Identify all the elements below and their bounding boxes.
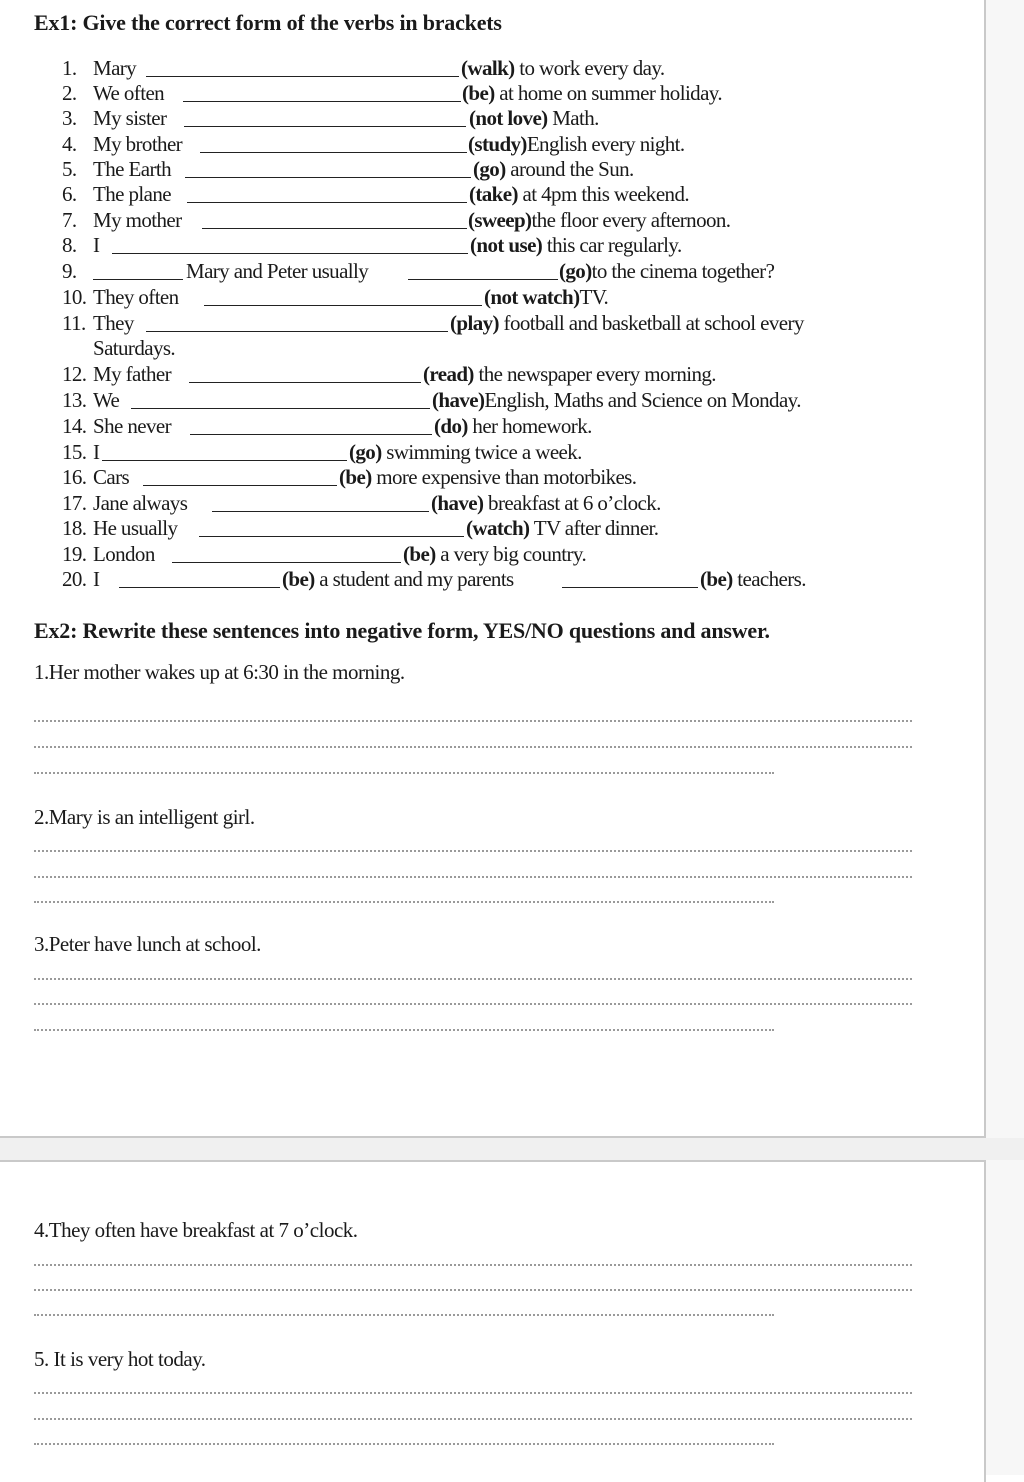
answer-dotted-line[interactable] bbox=[34, 1029, 774, 1031]
item-subject: Mary bbox=[93, 56, 137, 80]
ex2-question-5: 5. It is very hot today. bbox=[34, 1347, 206, 1371]
item-subject: London bbox=[93, 542, 155, 566]
verb-prompt: (be) bbox=[339, 465, 372, 489]
ex2-heading: Ex2: Rewrite these sentences into negative form, YES/NO questions and answer. bbox=[34, 618, 770, 643]
item-rest: a very big country. bbox=[435, 542, 587, 566]
verb-prompt: (not use) bbox=[470, 233, 543, 257]
answer-dotted-line[interactable] bbox=[34, 1443, 774, 1445]
item-number: 11. bbox=[62, 311, 86, 335]
verb-prompt: (go) bbox=[559, 259, 592, 283]
item-subject: We bbox=[93, 388, 120, 412]
answer-dotted-line[interactable] bbox=[34, 876, 912, 878]
answer-blank[interactable] bbox=[212, 493, 429, 512]
item-rest: Math. bbox=[547, 106, 599, 130]
item-rest: TV after dinner. bbox=[529, 516, 659, 540]
item-subject: They bbox=[93, 311, 134, 335]
ex2-question-4: 4.They often have breakfast at 7 o’clock. bbox=[34, 1218, 358, 1242]
item-subject: We often bbox=[93, 81, 165, 105]
item-number: 15. bbox=[62, 440, 87, 464]
item-rest: this car regularly. bbox=[542, 233, 682, 257]
verb-prompt: (have) bbox=[432, 388, 485, 412]
answer-blank[interactable] bbox=[187, 184, 467, 203]
item-rest: more expensive than motorbikes. bbox=[371, 465, 637, 489]
answer-dotted-line[interactable] bbox=[34, 978, 912, 980]
item-number: 16. bbox=[62, 465, 87, 489]
item-number: 19. bbox=[62, 542, 87, 566]
ex2-question-1: 1.Her mother wakes up at 6:30 in the morning. bbox=[34, 660, 405, 684]
item-continuation: Saturdays. bbox=[93, 336, 176, 360]
item-number: 5. bbox=[62, 157, 77, 181]
answer-blank[interactable] bbox=[204, 287, 482, 306]
ex1-heading: Ex1: Give the correct form of the verbs in brackets bbox=[34, 10, 502, 35]
verb-prompt: (go) bbox=[473, 157, 506, 181]
item-subject: I bbox=[93, 233, 100, 257]
answer-dotted-line[interactable] bbox=[34, 1418, 912, 1420]
answer-dotted-line[interactable] bbox=[34, 746, 912, 748]
item-rest: a student and my parents bbox=[314, 567, 514, 591]
verb-prompt: (be) bbox=[282, 567, 315, 591]
verb-prompt: (be) bbox=[700, 567, 733, 591]
item-rest: her homework. bbox=[467, 414, 592, 438]
item-rest: swimming twice a week. bbox=[381, 440, 582, 464]
ex2-question-2: 2.Mary is an intelligent girl. bbox=[34, 805, 255, 829]
answer-dotted-line[interactable] bbox=[34, 1392, 912, 1394]
item-rest: English, Maths and Science on Monday. bbox=[484, 388, 801, 412]
ex2-question-3: 3.Peter have lunch at school. bbox=[34, 932, 261, 956]
item-rest: at 4pm this weekend. bbox=[517, 182, 689, 206]
answer-dotted-line[interactable] bbox=[34, 1003, 912, 1005]
answer-blank[interactable] bbox=[112, 235, 468, 254]
item-number: 7. bbox=[62, 208, 77, 232]
answer-dotted-line[interactable] bbox=[34, 1289, 912, 1291]
answer-dotted-line[interactable] bbox=[34, 1314, 774, 1316]
item-number: 6. bbox=[62, 182, 77, 206]
item-subject: The plane bbox=[93, 182, 171, 206]
answer-blank[interactable] bbox=[119, 569, 280, 588]
answer-blank[interactable] bbox=[93, 261, 183, 280]
item-number: 18. bbox=[62, 516, 87, 540]
item-rest: to work every day. bbox=[514, 56, 665, 80]
item-subject: The Earth bbox=[93, 157, 171, 181]
verb-prompt: (be) bbox=[462, 81, 495, 105]
answer-blank[interactable] bbox=[143, 467, 337, 486]
verb-prompt: (not love) bbox=[469, 106, 548, 130]
verb-prompt: (do) bbox=[434, 414, 468, 438]
verb-prompt: (walk) bbox=[461, 56, 515, 80]
item-number: 10. bbox=[62, 285, 87, 309]
answer-blank[interactable] bbox=[102, 442, 347, 461]
item-subject: I bbox=[93, 567, 100, 591]
item-rest: the newspaper every morning. bbox=[473, 362, 716, 386]
item-number: 12. bbox=[62, 362, 87, 386]
item-number: 3. bbox=[62, 106, 77, 130]
item-number: 9. bbox=[62, 259, 77, 283]
item-rest: English every night. bbox=[526, 132, 685, 156]
verb-prompt: (read) bbox=[423, 362, 474, 386]
verb-prompt: (go) bbox=[349, 440, 382, 464]
item-rest: football and basketball at school every bbox=[498, 311, 804, 335]
item-number: 20. bbox=[62, 567, 87, 591]
answer-blank[interactable] bbox=[184, 108, 466, 127]
answer-dotted-line[interactable] bbox=[34, 772, 774, 774]
item-subject: My father bbox=[93, 362, 171, 386]
item-rest: around the Sun. bbox=[505, 157, 634, 181]
answer-blank[interactable] bbox=[200, 134, 467, 153]
verb-prompt: (study) bbox=[468, 132, 527, 156]
item-number: 4. bbox=[62, 132, 77, 156]
verb-prompt: (watch) bbox=[466, 516, 530, 540]
item-subject: I bbox=[93, 440, 100, 464]
answer-blank[interactable] bbox=[146, 313, 448, 332]
worksheet-page-2 bbox=[0, 1160, 986, 1482]
item-rest: TV. bbox=[579, 285, 609, 309]
item-subject: My sister bbox=[93, 106, 167, 130]
answer-blank[interactable] bbox=[562, 569, 698, 588]
item-rest: breakfast at 6 o’clock. bbox=[483, 491, 661, 515]
answer-blank[interactable] bbox=[199, 518, 464, 537]
item-rest: teachers. bbox=[732, 567, 806, 591]
answer-dotted-line[interactable] bbox=[34, 901, 774, 903]
item-number: 1. bbox=[62, 56, 77, 80]
item-subject: She never bbox=[93, 414, 171, 438]
answer-blank[interactable] bbox=[131, 390, 430, 409]
item-number: 17. bbox=[62, 491, 87, 515]
viewer-right-margin bbox=[986, 0, 1024, 1475]
item-subject: Mary and Peter usually bbox=[186, 259, 369, 283]
verb-prompt: (have) bbox=[431, 491, 484, 515]
answer-blank[interactable] bbox=[172, 544, 401, 563]
item-number: 14. bbox=[62, 414, 87, 438]
item-number: 8. bbox=[62, 233, 77, 257]
item-rest: the floor every afternoon. bbox=[531, 208, 731, 232]
answer-dotted-line[interactable] bbox=[34, 850, 912, 852]
item-subject: He usually bbox=[93, 516, 178, 540]
page-break-gap bbox=[0, 1138, 1024, 1160]
answer-blank[interactable] bbox=[190, 416, 432, 435]
item-subject: My brother bbox=[93, 132, 183, 156]
item-rest: to the cinema together? bbox=[591, 259, 775, 283]
item-number: 2. bbox=[62, 81, 77, 105]
answer-blank[interactable] bbox=[146, 58, 459, 77]
answer-dotted-line[interactable] bbox=[34, 1264, 912, 1266]
item-subject: Jane always bbox=[93, 491, 188, 515]
verb-prompt: (take) bbox=[469, 182, 518, 206]
verb-prompt: (sweep) bbox=[468, 208, 532, 232]
item-subject: Cars bbox=[93, 465, 130, 489]
verb-prompt: (be) bbox=[403, 542, 436, 566]
answer-blank[interactable] bbox=[183, 83, 461, 102]
item-rest: at home on summer holiday. bbox=[494, 81, 722, 105]
item-subject: My mother bbox=[93, 208, 182, 232]
item-subject: They often bbox=[93, 285, 179, 309]
answer-blank[interactable] bbox=[185, 159, 471, 178]
verb-prompt: (play) bbox=[450, 311, 499, 335]
answer-blank[interactable] bbox=[202, 210, 467, 229]
answer-dotted-line[interactable] bbox=[34, 720, 912, 722]
item-number: 13. bbox=[62, 388, 87, 412]
verb-prompt: (not watch) bbox=[484, 285, 580, 309]
answer-blank[interactable] bbox=[189, 364, 421, 383]
answer-blank[interactable] bbox=[408, 261, 558, 280]
